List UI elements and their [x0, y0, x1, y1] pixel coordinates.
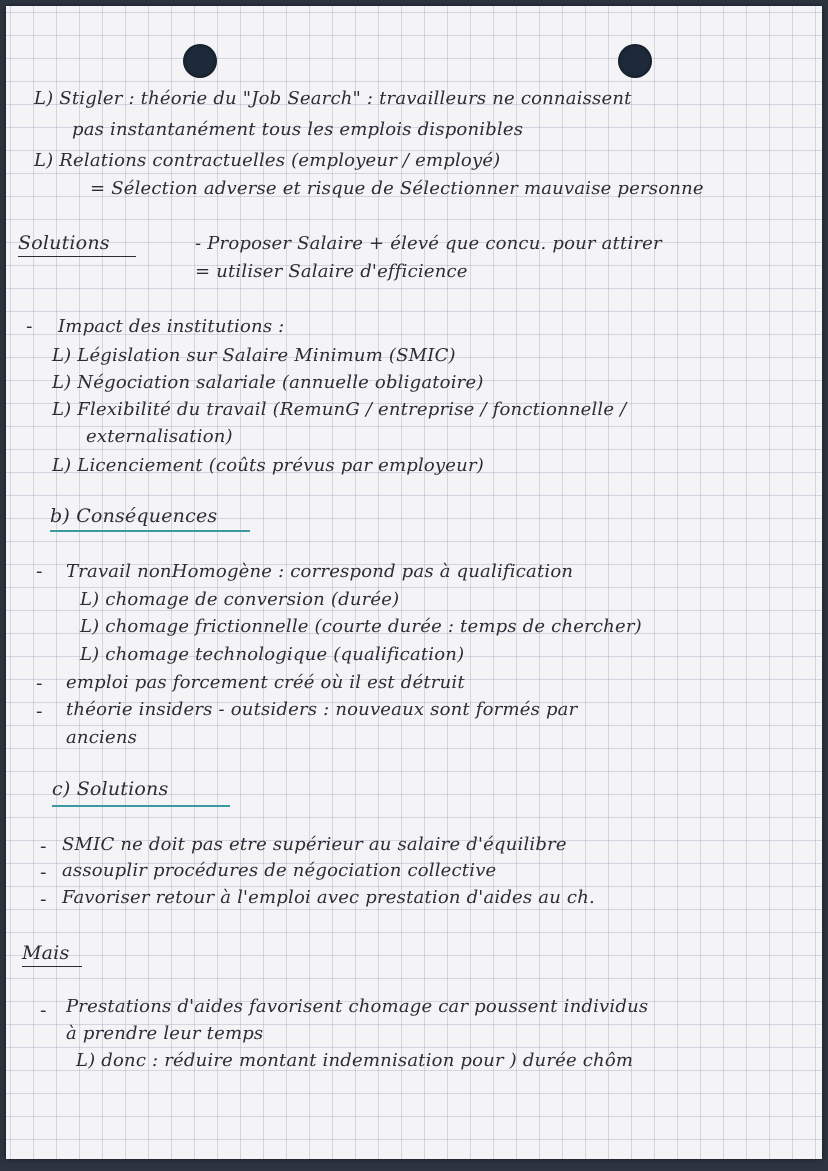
- institutions-title: Impact des institutions :: [58, 316, 285, 337]
- note-line: = utiliser Salaire d'efficience: [195, 261, 468, 282]
- note-line: anciens: [66, 727, 138, 748]
- note-line: L) chomage technologique (qualification): [80, 644, 465, 665]
- mais-underline: [22, 966, 82, 967]
- note-line: L) chomage frictionnelle (courte durée : temps de chercher): [80, 616, 642, 637]
- bullet-dash: -: [40, 889, 47, 910]
- bullet-dash: -: [36, 701, 43, 722]
- note-line: Travail nonHomogène : correspond pas à qualification: [66, 561, 574, 582]
- consequences-underline: [50, 530, 250, 532]
- bullet-dash: -: [36, 561, 43, 582]
- punch-hole-right: [618, 44, 652, 78]
- note-line: L) Stigler : théorie du "Job Search" : travailleurs ne connaissent: [34, 88, 632, 109]
- mais-heading: Mais: [22, 942, 70, 964]
- consequences-heading: b) Conséquences: [50, 505, 218, 527]
- note-line: théorie insiders - outsiders : nouveaux sont formés par: [66, 699, 578, 720]
- punch-hole-left: [183, 44, 217, 78]
- note-line: L) donc : réduire montant indemnisation pour ) durée chôm: [76, 1050, 634, 1071]
- solutions-heading: c) Solutions: [52, 778, 169, 800]
- bullet-dash: -: [40, 862, 47, 883]
- bullet-dash: -: [40, 836, 47, 857]
- note-line: L) Négociation salariale (annuelle obligatoire): [52, 372, 484, 393]
- note-line: emploi pas forcement créé où il est détruit: [66, 672, 465, 693]
- note-line: SMIC ne doit pas etre supérieur au salaire d'équilibre: [62, 834, 567, 855]
- note-line: = Sélection adverse et risque de Sélectionner mauvaise personne: [90, 178, 704, 199]
- note-line: L) Relations contractuelles (employeur / employé): [34, 150, 501, 171]
- note-line: à prendre leur temps: [66, 1023, 264, 1044]
- bullet-dash: -: [36, 673, 43, 694]
- solutions-heading-underline: [52, 805, 230, 807]
- bullet-dash: -: [26, 316, 33, 337]
- note-line: Prestations d'aides favorisent chomage car poussent individus: [66, 996, 649, 1017]
- solutions-underline: [18, 256, 136, 257]
- note-line: pas instantanément tous les emplois disponibles: [72, 119, 524, 140]
- note-line: L) Législation sur Salaire Minimum (SMIC): [52, 345, 456, 366]
- note-line: Favoriser retour à l'emploi avec prestation d'aides au ch.: [62, 887, 595, 908]
- note-line: externalisation): [86, 426, 233, 447]
- note-line: L) Licenciement (coûts prévus par employeur): [52, 455, 484, 476]
- solutions-label: Solutions: [18, 232, 110, 254]
- note-line: - Proposer Salaire + élevé que concu. pour attirer: [195, 233, 662, 254]
- bullet-dash: -: [40, 1000, 47, 1021]
- note-line: L) Flexibilité du travail (RemunG / entreprise / fonctionnelle /: [52, 399, 627, 420]
- note-line: assouplir procédures de négociation collective: [62, 860, 497, 881]
- note-line: L) chomage de conversion (durée): [80, 589, 400, 610]
